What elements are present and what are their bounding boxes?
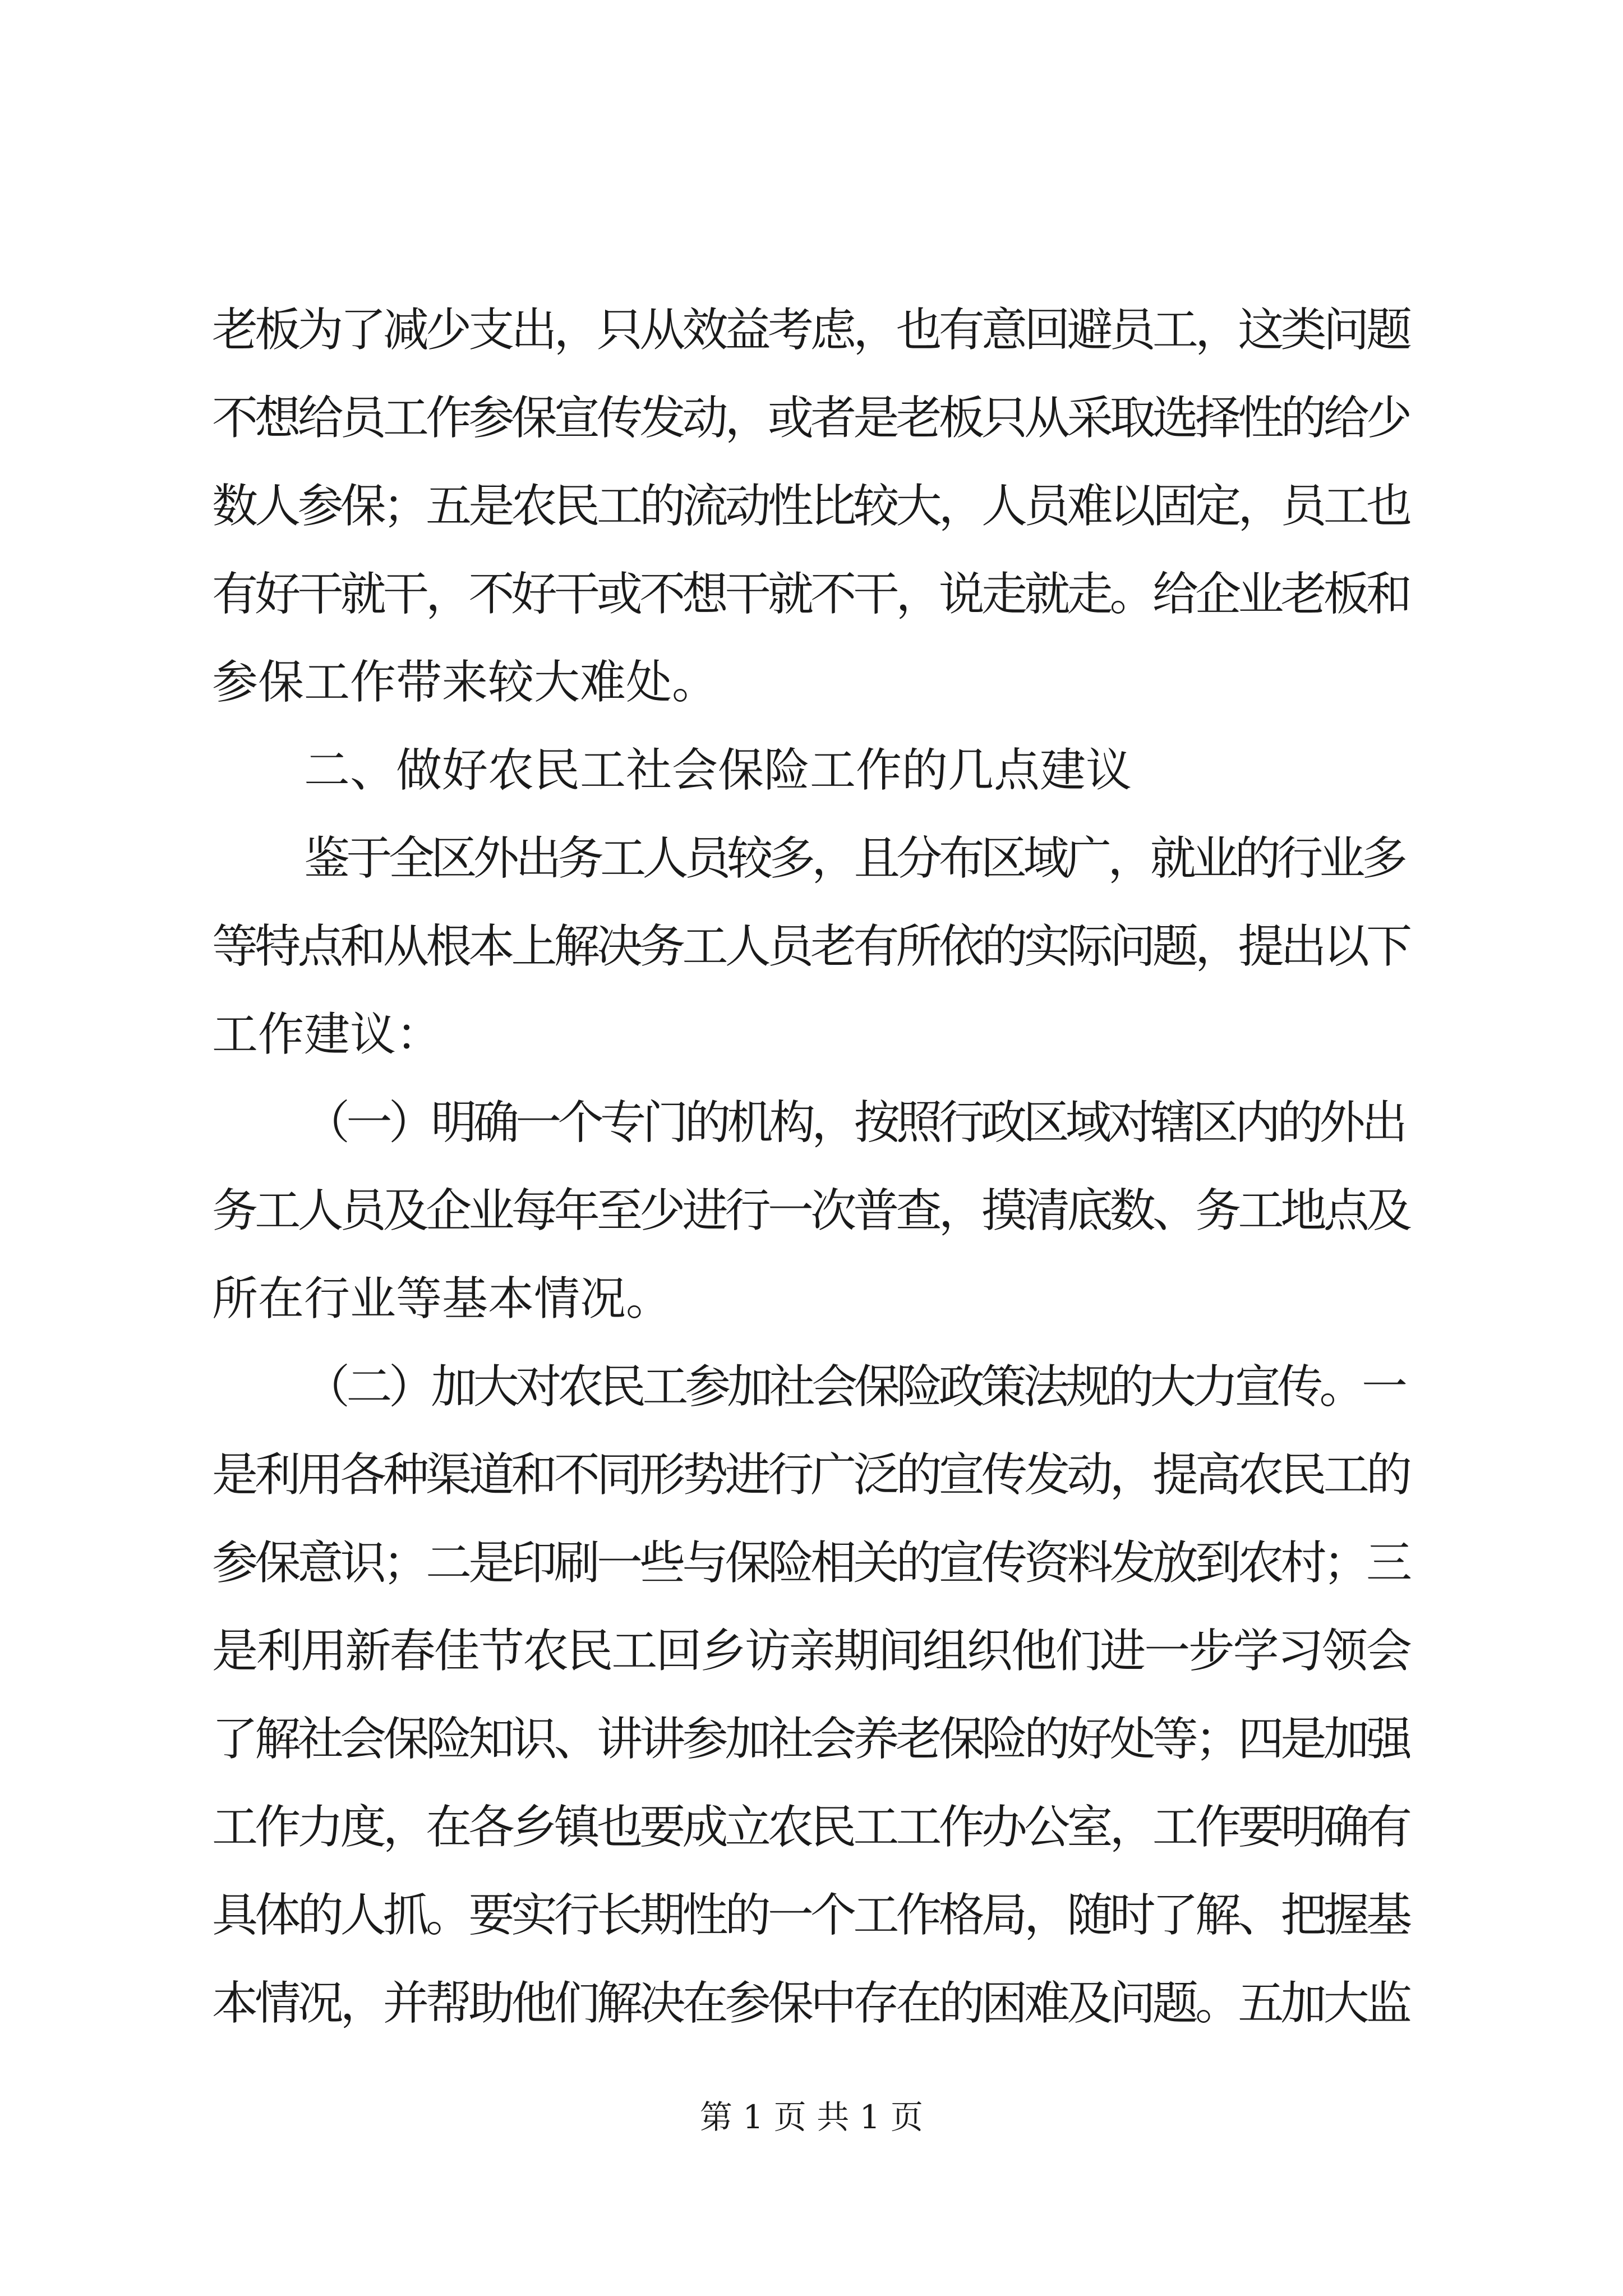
page-footer: 第 1 页 共 1 页 (700, 2098, 923, 2136)
body-text-line: 务工人员及企业每年至少进行一次普查，摸清底数、务工地点及 (212, 1184, 1409, 1237)
body-text-line: 有好干就干，不好干或不想干就不干，说走就走。给企业老板和 (212, 568, 1409, 621)
body-text-line: 是利用新春佳节农民工回乡访亲期间组织他们进一步学习领会 (212, 1625, 1411, 1678)
body-text-line: 数人参保；五是农民工的流动性比较大，人员难以固定，员工也 (212, 480, 1409, 533)
body-text-line: 等特点和从根本上解决务工人员老有所依的实际问题，提出以下 (212, 920, 1409, 973)
body-text-line: 本情况，并帮助他们解决在参保中存在的困难及问题。五加大监 (212, 1977, 1409, 2030)
body-text-line: 参保意识；二是印刷一些与保险相关的宣传资料发放到农村；三 (212, 1536, 1409, 1590)
body-text-line: 鉴于全区外出务工人员较多，且分布区域广，就业的行业多 (304, 832, 1404, 885)
body-text-line: 是利用各种渠道和不同形势进行广泛的宣传发动，提高农民工的 (212, 1448, 1409, 1502)
body-text-line: （一）明确一个专门的机构，按照行政区域对辖区内的外出 (304, 1096, 1404, 1149)
body-text-line: 了解社会保险知识、讲讲参加社会养老保险的好处等；四是加强 (212, 1713, 1409, 1766)
body-text-line: 工作力度，在各乡镇也要成立农民工工作办公室，工作要明确有 (212, 1801, 1409, 1854)
section-heading: 二、做好农民工社会保险工作的几点建议 (304, 744, 1132, 797)
body-text-line: （二）加大对农民工参加社会保险政策法规的大力宣传。一 (304, 1360, 1404, 1414)
body-text-line: 具体的人抓。要实行长期性的一个工作格局，随时了解、把握基 (212, 1889, 1409, 1942)
body-text-line: 参保工作带来较大难处。 (212, 656, 718, 709)
body-text-line: 老板为了减少支出，只从效益考虑，也有意回避员工，这类问题 (212, 303, 1409, 357)
body-text-line: 不想给员工作参保宣传发动，或者是老板只从采取选择性的给少 (212, 392, 1409, 445)
body-text-line: 工作建议： (212, 1008, 442, 1061)
body-text-line: 所在行业等基本情况。 (212, 1272, 672, 1326)
